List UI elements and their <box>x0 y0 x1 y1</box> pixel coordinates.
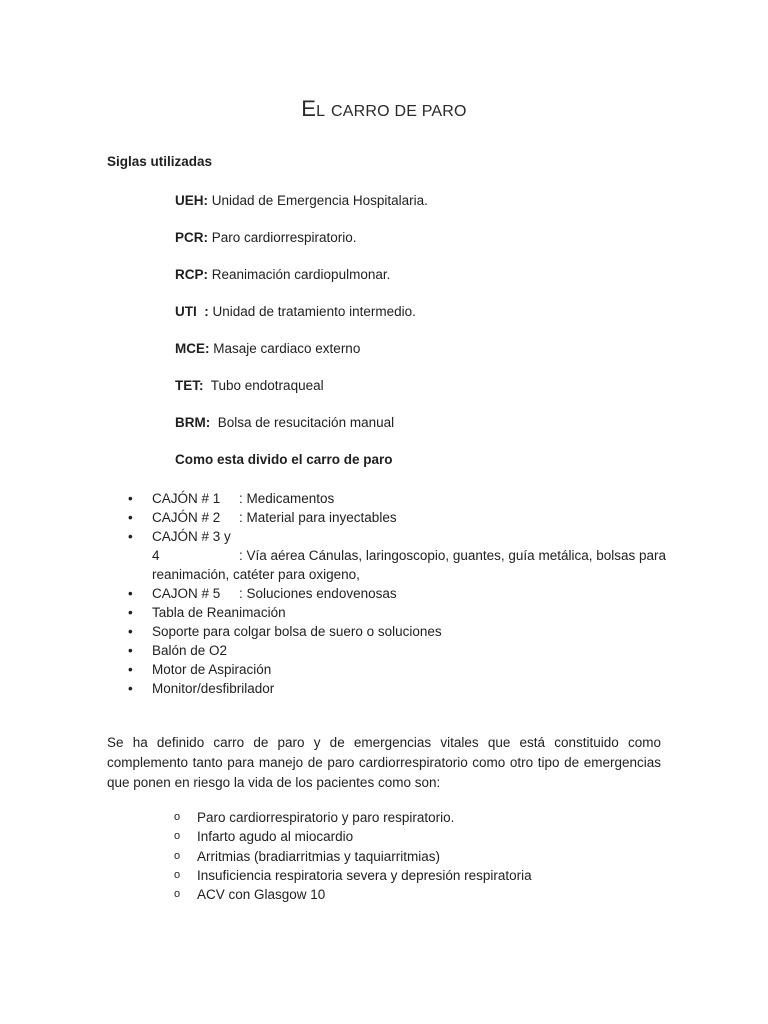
list-item <box>128 584 668 603</box>
division-heading: Como esta divido el carro de paro <box>175 452 393 467</box>
page-title <box>0 96 768 122</box>
title-rest: CARRO DE PARO <box>331 103 467 120</box>
circle-bullet-icon: o <box>174 811 181 823</box>
circle-bullet-icon: o <box>174 888 181 901</box>
drawer-content: Soporte para colgar bolsa de suero o soluciones <box>152 624 442 639</box>
list-item <box>128 489 668 508</box>
list-item <box>128 660 668 679</box>
drawer-content: Motor de Aspiración <box>152 662 272 677</box>
drawer-list <box>128 489 668 698</box>
bullet-icon: • <box>128 643 133 658</box>
circle-bullet-icon: o <box>174 849 181 862</box>
sigla-row <box>175 267 390 282</box>
sigla-desc: Unidad de tratamiento intermedio. <box>208 304 416 319</box>
list-item <box>128 527 668 584</box>
sigla-row <box>175 304 416 319</box>
bullet-icon: • <box>128 624 133 639</box>
sigla-desc: Bolsa de resucitación manual <box>210 415 395 430</box>
sigla-abbr: PCR: <box>175 230 208 245</box>
sigla-row <box>175 415 394 430</box>
sigla-row <box>175 378 324 393</box>
list-item <box>174 885 532 904</box>
drawer-label: CAJÓN # 2 <box>152 510 221 525</box>
emergency-text: Insuficiencia respiratoria severa y depresión respiratoria <box>197 867 532 883</box>
drawer-content: Balón de O2 <box>152 643 228 658</box>
emergency-text: Paro cardiorrespiratorio y paro respiratorio. <box>197 810 455 825</box>
sigla-desc: Masaje cardiaco externo <box>209 341 361 356</box>
title-l: L <box>316 103 326 120</box>
title-initial: E <box>301 96 317 121</box>
sigla-abbr: RCP: <box>175 267 208 282</box>
list-item <box>128 641 668 660</box>
list-item <box>128 622 668 641</box>
circle-bullet-icon: o <box>174 830 181 843</box>
drawer-label: CAJÓN # 3 y 4 <box>152 529 231 563</box>
definition-paragraph: Se ha definido carro de paro y de emergencias vitales que está constituido como complemento tanto para manejo de paro cardiorrespiratorio como otro tipo de emergencias que ponen en riesgo la vida de los pacientes como son: <box>107 735 661 790</box>
list-item <box>174 808 532 827</box>
sigla-row <box>175 193 428 208</box>
sigla-row <box>175 341 360 356</box>
sigla-abbr: MCE: <box>175 341 210 356</box>
drawer-label: CAJÓN # 1 <box>152 491 221 506</box>
sigla-row <box>175 230 357 245</box>
emergency-text: Arritmias (bradiarritmias y taquiarritmias) <box>197 848 441 864</box>
drawer-content: : Material para inyectables <box>239 510 397 525</box>
circle-bullet-icon: o <box>174 868 181 881</box>
list-item <box>128 679 668 698</box>
sigla-abbr: UTI : <box>175 304 209 319</box>
sigla-desc: Unidad de Emergencia Hospitalaria. <box>208 193 428 208</box>
list-item <box>174 847 532 866</box>
bullet-icon: • <box>128 491 133 506</box>
bullet-icon: • <box>128 510 133 525</box>
bullet-icon: • <box>128 662 133 677</box>
sigla-abbr: UEH: <box>175 193 208 208</box>
emergencies-list <box>174 808 532 904</box>
bullet-icon: • <box>128 681 133 696</box>
sigla-desc: Reanimación cardiopulmonar. <box>208 267 391 282</box>
bullet-icon: • <box>128 586 133 601</box>
siglas-heading: Siglas utilizadas <box>107 154 213 169</box>
drawer-content: Monitor/desfibrilador <box>152 681 275 696</box>
drawer-content: : Vía aérea Cánulas, laringoscopio, guantes, guía metálica, bolsas para reanimación, catéter para oxigeno, <box>152 548 667 582</box>
emergency-text: Infarto agudo al miocardio <box>197 829 354 845</box>
sigla-desc: Tubo endotraqueal <box>203 378 324 393</box>
sigla-desc: Paro cardiorrespiratorio. <box>208 230 357 245</box>
bullet-icon: • <box>128 605 133 620</box>
drawer-label: CAJON # 5 <box>152 586 221 601</box>
list-item <box>128 508 668 527</box>
sigla-abbr: BRM: <box>175 415 211 430</box>
list-item <box>174 827 532 846</box>
emergency-text: ACV con Glasgow 10 <box>197 887 326 903</box>
sigla-abbr: TET: <box>175 378 204 393</box>
drawer-content: Tabla de Reanimación <box>152 605 286 620</box>
drawer-content: : Medicamentos <box>239 491 335 506</box>
bullet-icon: • <box>128 529 133 544</box>
drawer-content: : Soluciones endovenosas <box>239 586 397 601</box>
list-item <box>128 603 668 622</box>
list-item <box>174 866 532 885</box>
